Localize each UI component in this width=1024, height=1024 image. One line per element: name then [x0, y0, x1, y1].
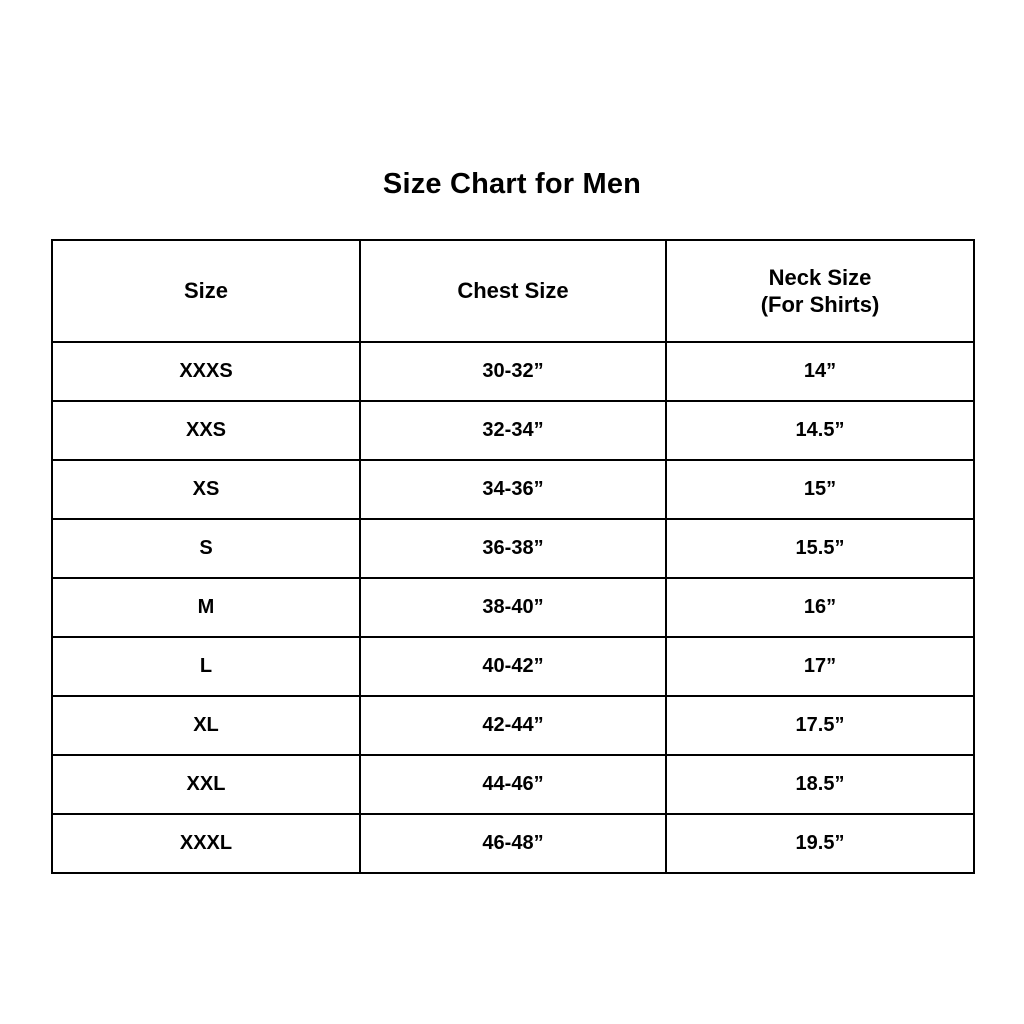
table-row [52, 342, 974, 401]
cell-neck: 18.5” [666, 755, 974, 814]
table-header-row [52, 240, 974, 342]
cell-size: XXXS [52, 342, 360, 401]
cell-size: XXL [52, 755, 360, 814]
table-row [52, 401, 974, 460]
cell-chest: 30-32” [360, 342, 666, 401]
cell-size: L [52, 637, 360, 696]
cell-chest: 38-40” [360, 578, 666, 637]
size-table-container [51, 239, 973, 874]
cell-neck: 19.5” [666, 814, 974, 873]
table-body [52, 342, 974, 873]
cell-neck: 17.5” [666, 696, 974, 755]
table-row [52, 460, 974, 519]
column-header-neck-sublabel: (For Shirts) [760, 292, 880, 317]
size-table [51, 239, 975, 874]
column-header-chest-label: Chest Size [457, 278, 569, 304]
column-header-size-label: Size [183, 278, 229, 304]
cell-size: S [52, 519, 360, 578]
table-row [52, 696, 974, 755]
cell-size: XL [52, 696, 360, 755]
cell-chest: 44-46” [360, 755, 666, 814]
column-header-neck [666, 240, 974, 342]
table-row [52, 578, 974, 637]
cell-size: XS [52, 460, 360, 519]
column-header-neck-label: Neck Size [768, 264, 872, 290]
table-row [52, 519, 974, 578]
table-header [52, 240, 974, 342]
table-row [52, 814, 974, 873]
cell-neck: 17” [666, 637, 974, 696]
cell-neck: 14.5” [666, 401, 974, 460]
cell-neck: 14” [666, 342, 974, 401]
cell-chest: 40-42” [360, 637, 666, 696]
column-header-size [52, 240, 360, 342]
cell-size: XXS [52, 401, 360, 460]
cell-size: M [52, 578, 360, 637]
table-row [52, 637, 974, 696]
cell-neck: 15” [666, 460, 974, 519]
table-row [52, 755, 974, 814]
column-header-chest [360, 240, 666, 342]
cell-chest: 32-34” [360, 401, 666, 460]
cell-chest: 46-48” [360, 814, 666, 873]
page-title: Size Chart for Men [382, 168, 642, 200]
cell-chest: 36-38” [360, 519, 666, 578]
cell-size: XXXL [52, 814, 360, 873]
cell-neck: 15.5” [666, 519, 974, 578]
cell-neck: 16” [666, 578, 974, 637]
cell-chest: 42-44” [360, 696, 666, 755]
cell-chest: 34-36” [360, 460, 666, 519]
